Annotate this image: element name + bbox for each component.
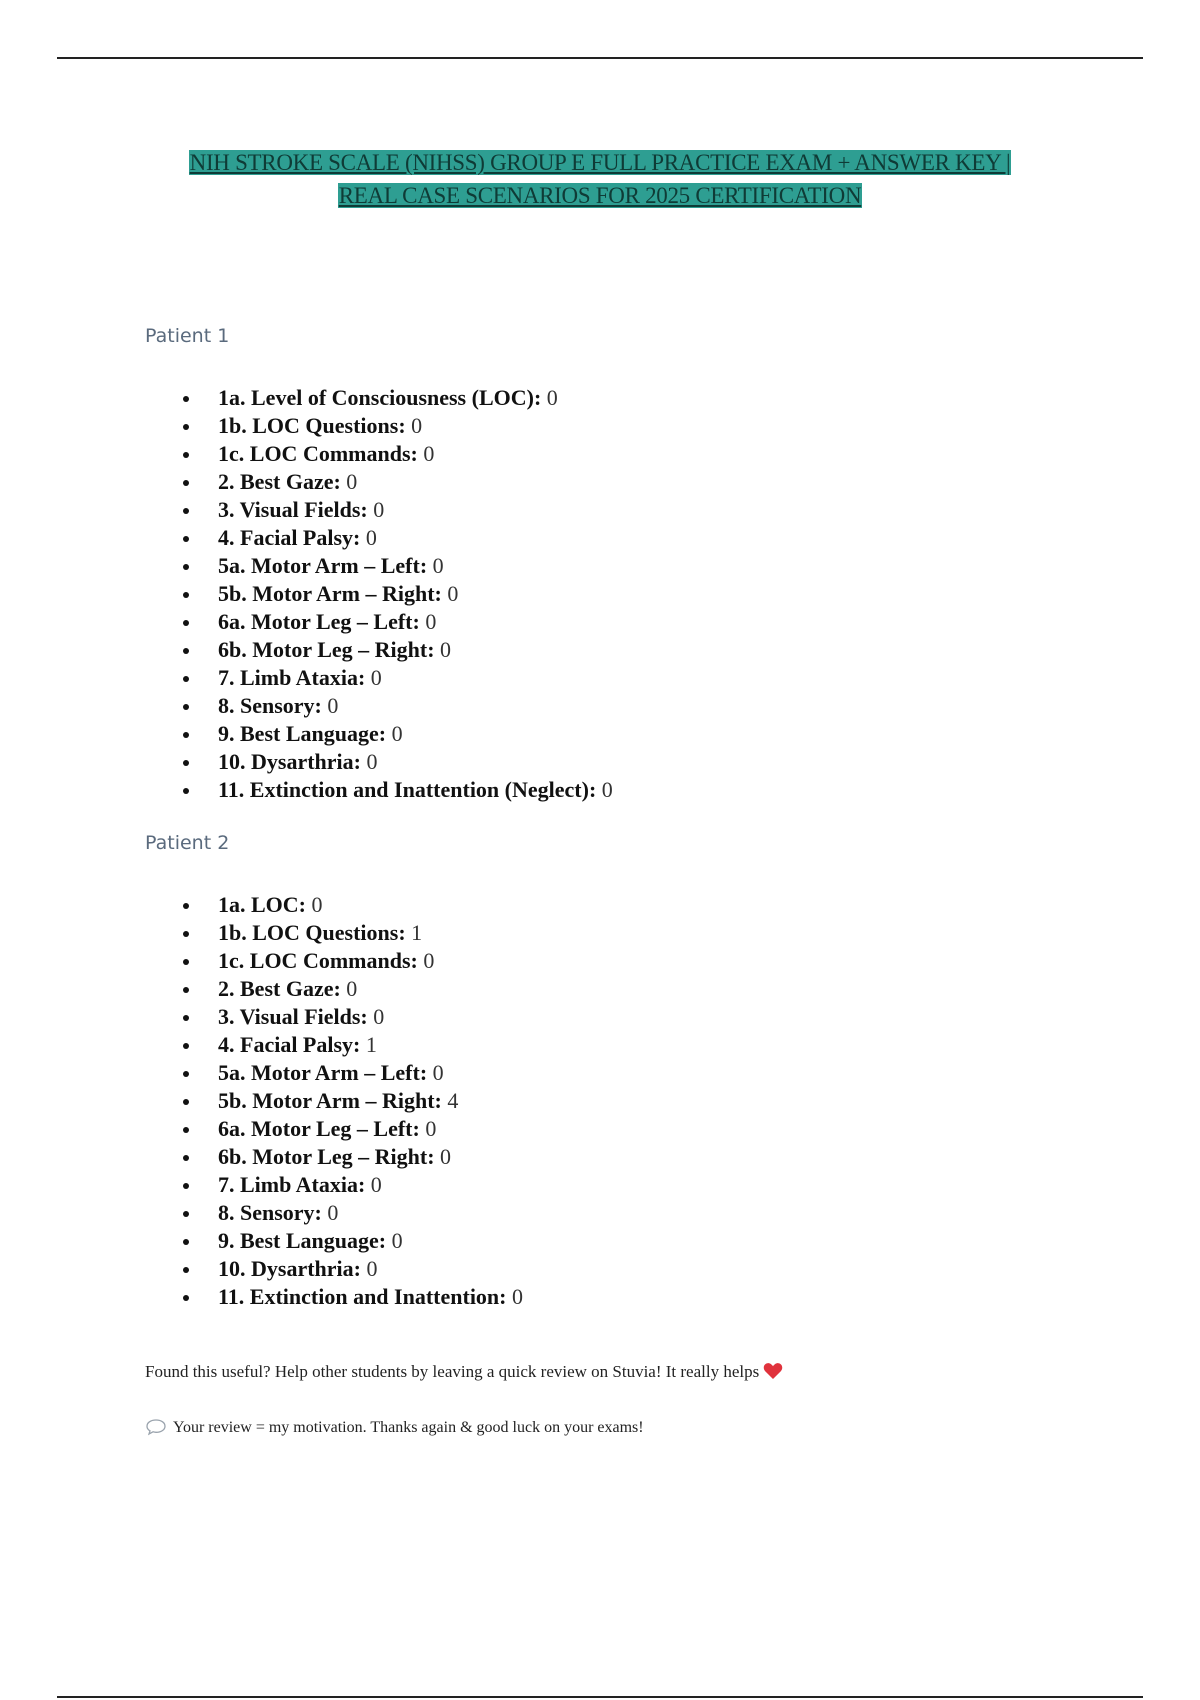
score-item-value: 0 [346, 469, 358, 494]
score-item [0, 384, 613, 412]
score-item [0, 1087, 523, 1115]
score-item-label: 8. Sensory: [218, 1200, 322, 1225]
score-item-label: 1b. LOC Questions: [218, 413, 406, 438]
title-line-2: REAL CASE SCENARIOS FOR 2025 CERTIFICATION [338, 183, 862, 208]
score-item-label: 1c. LOC Commands: [218, 948, 418, 973]
bullet-icon [183, 536, 189, 542]
score-item-label: 4. Facial Palsy: [218, 1032, 361, 1057]
score-item [0, 919, 523, 947]
score-item-value: 0 [447, 581, 459, 606]
score-item-label: 6b. Motor Leg – Right: [218, 1144, 435, 1169]
score-item-value: 0 [411, 413, 423, 438]
score-item-value: 1 [365, 1032, 377, 1057]
score-item-value: 0 [311, 892, 323, 917]
score-item-label: 7. Limb Ataxia: [218, 1172, 366, 1197]
score-item-label: 1b. LOC Questions: [218, 920, 406, 945]
review-request-note [145, 1362, 783, 1382]
score-item-value: 0 [440, 637, 452, 662]
score-item [0, 440, 613, 468]
bullet-icon [183, 788, 189, 794]
patient-1-score-list [0, 384, 613, 804]
score-item-label: 6b. Motor Leg – Right: [218, 637, 435, 662]
bullet-icon [183, 1183, 189, 1189]
bullet-icon [183, 1099, 189, 1105]
score-item-label: 10. Dysarthria: [218, 749, 361, 774]
score-item-label: 1a. Level of Consciousness (LOC): [218, 385, 542, 410]
score-item [0, 975, 523, 1003]
bullet-icon [183, 564, 189, 570]
score-item-label: 11. Extinction and Inattention (Neglect): [218, 777, 597, 802]
score-item [0, 1283, 523, 1311]
score-item-value: 0 [346, 976, 358, 1001]
patient-1-heading: Patient 1 [145, 325, 230, 347]
score-item-label: 3. Visual Fields: [218, 497, 368, 522]
score-item-label: 1a. LOC: [218, 892, 306, 917]
score-item-value: 0 [546, 385, 558, 410]
score-item [0, 1171, 523, 1199]
bullet-icon [183, 480, 189, 486]
bullet-icon [183, 732, 189, 738]
score-item [0, 1255, 523, 1283]
score-item-label: 2. Best Gaze: [218, 469, 341, 494]
score-item-label: 5b. Motor Arm – Right: [218, 581, 442, 606]
score-item [0, 636, 613, 664]
score-item-value: 1 [411, 920, 423, 945]
score-item-value: 0 [512, 1284, 523, 1309]
score-item [0, 1115, 523, 1143]
score-item-label: 3. Visual Fields: [218, 1004, 368, 1029]
score-item [0, 1227, 523, 1255]
score-item-label: 9. Best Language: [218, 1228, 387, 1253]
score-item-label: 1c. LOC Commands: [218, 441, 418, 466]
score-item-value: 0 [365, 525, 377, 550]
patient-2-heading: Patient 2 [145, 832, 230, 854]
heart-icon [763, 1362, 783, 1380]
score-item-label: 4. Facial Palsy: [218, 525, 361, 550]
bullet-icon [183, 452, 189, 458]
bullet-icon [183, 959, 189, 965]
bullet-icon [183, 1267, 189, 1273]
title-line-1: NIH STROKE SCALE (NIHSS) GROUP E FULL PRACTICE EXAM + ANSWER KEY | [189, 150, 1011, 175]
score-item [0, 552, 613, 580]
score-item-label: 5b. Motor Arm – Right: [218, 1088, 442, 1113]
score-item-value: 0 [366, 749, 378, 774]
score-item-label: 6a. Motor Leg – Left: [218, 1116, 420, 1141]
score-item [0, 1059, 523, 1087]
bullet-icon [183, 676, 189, 682]
bullet-icon [183, 1015, 189, 1021]
score-item-value: 0 [327, 1200, 339, 1225]
score-item-label: 10. Dysarthria: [218, 1256, 361, 1281]
score-item-label: 5a. Motor Arm – Left: [218, 1060, 428, 1085]
speech-bubble-icon [145, 1418, 167, 1436]
bullet-icon [183, 1239, 189, 1245]
score-item-label: 6a. Motor Leg – Left: [218, 609, 420, 634]
bullet-icon [183, 760, 189, 766]
score-item-value: 0 [601, 777, 613, 802]
bullet-icon [183, 704, 189, 710]
score-item [0, 580, 613, 608]
score-item-value: 0 [370, 1172, 382, 1197]
bottom-rule [57, 1696, 1143, 1698]
score-item-label: 5a. Motor Arm – Left: [218, 553, 428, 578]
patient-2-score-list [0, 891, 523, 1311]
score-item [0, 748, 613, 776]
bullet-icon [183, 1127, 189, 1133]
document-title [100, 146, 1100, 212]
score-item-value: 0 [432, 1060, 444, 1085]
score-item-value: 4 [447, 1088, 459, 1113]
score-item-label: 11. Extinction and Inattention: [218, 1284, 507, 1309]
score-item-value: 0 [366, 1256, 378, 1281]
bullet-icon [183, 1211, 189, 1217]
review-request-text: Found this useful? Help other students by leaving a quick review on Stuvia! It really helps [145, 1362, 760, 1381]
score-item-value: 0 [391, 721, 403, 746]
score-item [0, 692, 613, 720]
bullet-icon [183, 424, 189, 430]
score-item [0, 776, 613, 804]
score-item [0, 468, 613, 496]
score-item-value: 0 [327, 693, 339, 718]
score-item-value: 0 [373, 1004, 385, 1029]
motivation-text: Your review = my motivation. Thanks again & good luck on your exams! [173, 1419, 644, 1436]
score-item-value: 0 [425, 1116, 437, 1141]
bullet-icon [183, 987, 189, 993]
bullet-icon [183, 1043, 189, 1049]
score-item-value: 0 [423, 948, 435, 973]
bullet-icon [183, 620, 189, 626]
score-item [0, 720, 613, 748]
score-item [0, 891, 523, 919]
bullet-icon [183, 903, 189, 909]
bullet-icon [183, 1295, 189, 1301]
score-item-value: 0 [440, 1144, 452, 1169]
score-item [0, 412, 613, 440]
score-item-label: 7. Limb Ataxia: [218, 665, 366, 690]
score-item [0, 947, 523, 975]
score-item-value: 0 [373, 497, 385, 522]
score-item-value: 0 [425, 609, 437, 634]
bullet-icon [183, 396, 189, 402]
score-item [0, 1031, 523, 1059]
score-item [0, 1143, 523, 1171]
score-item [0, 1199, 523, 1227]
score-item-value: 0 [391, 1228, 403, 1253]
bullet-icon [183, 1155, 189, 1161]
bullet-icon [183, 648, 189, 654]
motivation-note [145, 1418, 644, 1437]
score-item [0, 496, 613, 524]
top-rule [57, 57, 1143, 59]
bullet-icon [183, 592, 189, 598]
score-item-value: 0 [423, 441, 435, 466]
score-item [0, 608, 613, 636]
bullet-icon [183, 1071, 189, 1077]
score-item-label: 2. Best Gaze: [218, 976, 341, 1001]
bullet-icon [183, 931, 189, 937]
bullet-icon [183, 508, 189, 514]
score-item-value: 0 [370, 665, 382, 690]
score-item-label: 9. Best Language: [218, 721, 387, 746]
score-item [0, 664, 613, 692]
score-item [0, 1003, 523, 1031]
score-item-label: 8. Sensory: [218, 693, 322, 718]
score-item-value: 0 [432, 553, 444, 578]
score-item [0, 524, 613, 552]
